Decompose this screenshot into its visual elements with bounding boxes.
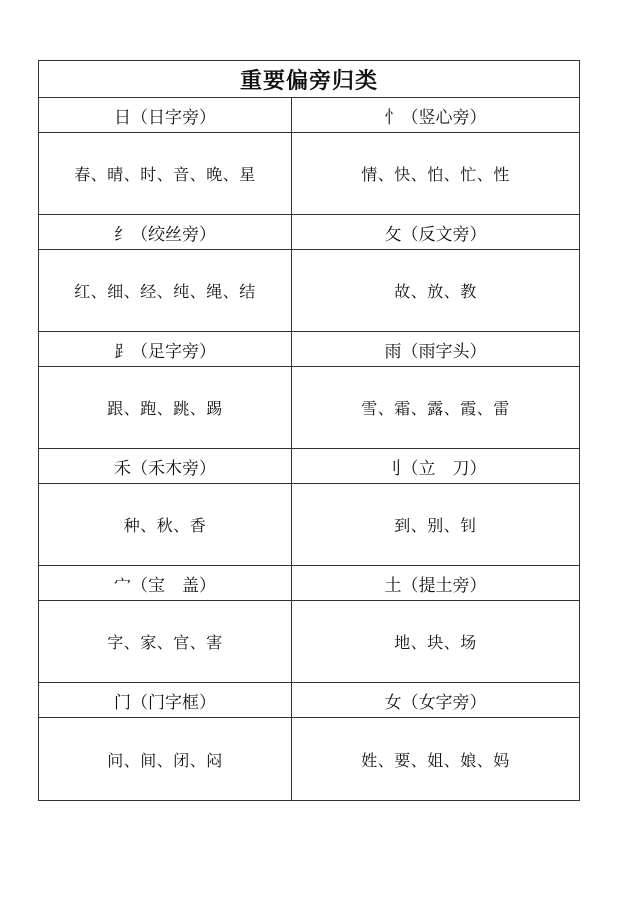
- radical-header-right: 忄（竖心旁）: [292, 98, 579, 133]
- radical-header-left: 门（门字框）: [39, 683, 292, 718]
- example-chars-right: 到、别、钊: [292, 484, 579, 566]
- example-chars-right: 姓、要、姐、娘、妈: [361, 750, 510, 770]
- radical-header-left: 禾（禾木旁）: [39, 449, 292, 484]
- radical-header-right: 刂（立 刀）: [292, 449, 579, 484]
- radical-header-right: 土（提土旁）: [292, 566, 579, 601]
- radical-header-right: 女（女字旁）: [292, 683, 579, 718]
- example-chars-right: 情、快、怕、忙、性: [292, 133, 579, 215]
- example-chars-left: 字、家、官、害: [39, 601, 292, 683]
- radical-header-right: 攵（反文旁）: [292, 215, 579, 250]
- example-chars-left: 红、细、经、纯、绳、结: [39, 250, 292, 332]
- example-chars-left: 问、间、闭、闷: [39, 718, 292, 800]
- radicals-table: [38, 60, 580, 801]
- example-chars-left: 跟、跑、跳、踢: [39, 367, 292, 449]
- radical-header-left: 纟（绞丝旁）: [39, 215, 292, 250]
- radical-header-right: 雨（雨字头）: [292, 332, 579, 367]
- example-chars-left: 种、秋、香: [39, 484, 292, 566]
- example-chars-right: 故、放、教: [292, 250, 579, 332]
- radical-header-left: 日（日字旁）: [39, 98, 292, 133]
- example-chars-right: 雪、霜、露、霞、雷: [292, 367, 579, 449]
- table-grid: [39, 98, 579, 800]
- table-title: 重要偏旁归类: [39, 61, 579, 98]
- example-chars-right: 地、块、场: [292, 601, 579, 683]
- radical-header-left: ⻊（足字旁）: [39, 332, 292, 367]
- radical-header-left: 宀（宝 盖）: [39, 566, 292, 601]
- example-chars-left: 春、晴、时、音、晚、星: [39, 133, 292, 215]
